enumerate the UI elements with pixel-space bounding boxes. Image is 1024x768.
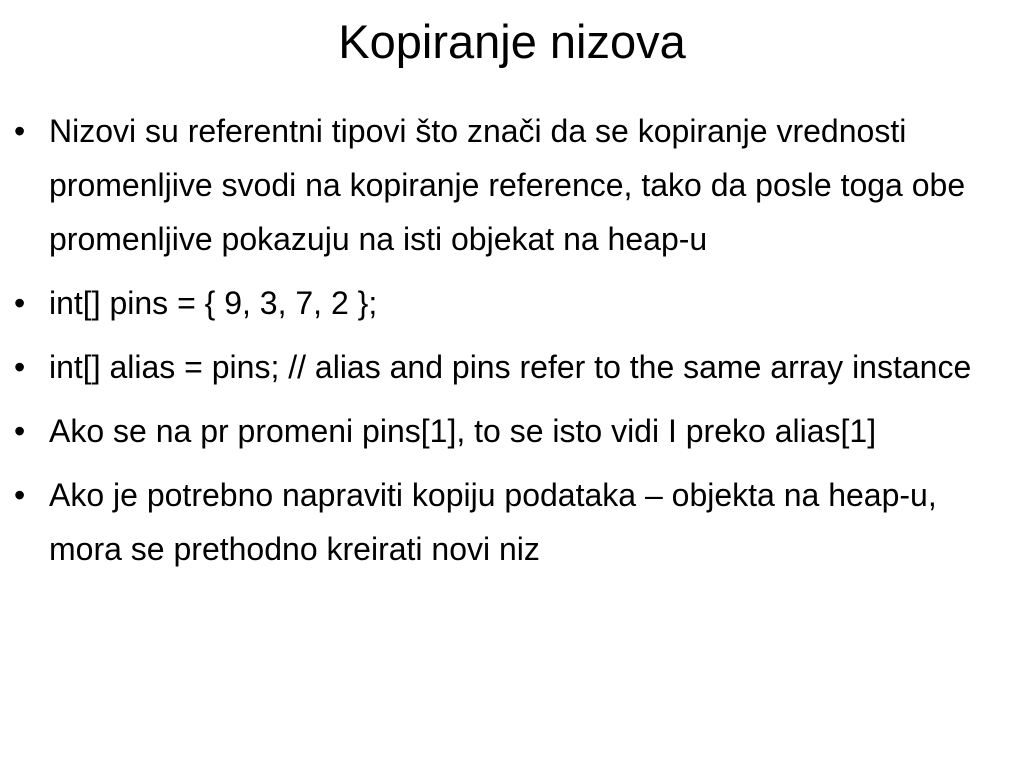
slide-title: Kopiranje nizova	[338, 15, 686, 68]
bullet-item	[14, 276, 1014, 330]
bullet-item	[14, 104, 1014, 266]
bullet-dot-icon: •	[14, 413, 26, 449]
bullet-text: int[] alias = pins; // alias and pins refer to the same array instance	[49, 349, 972, 385]
bullet-item	[14, 404, 1014, 458]
bullet-dot-icon: •	[14, 113, 26, 149]
bullet-text: Ako se na pr promeni pins[1], to se isto vidi I preko alias[1]	[49, 413, 877, 449]
bullet-text: Ako je potrebno napraviti kopiju podataka – objekta na heap-u, mora se prethodno kreirati novi niz	[49, 477, 937, 567]
bullet-list	[14, 104, 1014, 586]
bullet-item	[14, 340, 1014, 394]
bullet-text: int[] pins = { 9, 3, 7, 2 };	[49, 285, 378, 321]
bullet-text: Nizovi su referentni tipovi što znači da se kopiranje vrednosti promenljive svodi na kopiranje reference, tako da posle toga obe promenljive pokazuju na isti objekat na heap-u	[49, 113, 966, 257]
bullet-dot-icon: •	[14, 285, 26, 321]
bullet-dot-icon: •	[14, 349, 26, 385]
bullet-item	[14, 468, 1014, 576]
bullet-dot-icon: •	[14, 477, 26, 513]
